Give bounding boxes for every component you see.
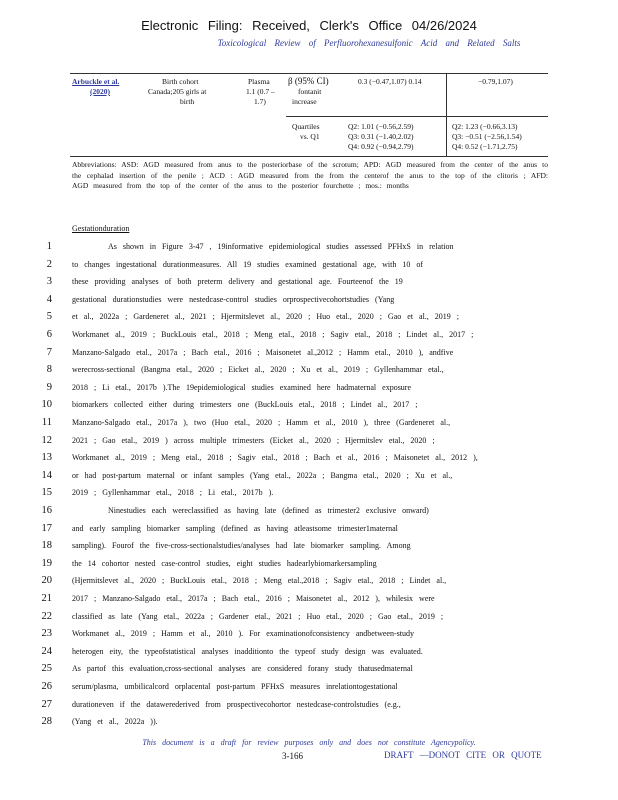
body-line: Manzano-Salgado etal., 2017a ; Bach etal., 2016 ; Maisonetet al.,2012 ; Hamm etal., 2010 ), andfive [72,347,454,357]
quartile-left: Q3: 0.31 (−1.40,2.02) [348,132,414,141]
line-number: 21 [41,593,52,604]
quartile-label: vs. Q1 [300,132,320,141]
line-number: 12 [41,434,52,446]
exposure-line: 1.7) [254,97,266,106]
measure-line: β (95% CI) [288,76,329,86]
body-line: 2021 ; Gao etal., 2019 ) across multiple trimesters (Eicket al., 2020 ; Hjermitslev etal., 2020 ; [72,435,435,445]
line-number: 9 [46,381,52,393]
line-number: 26 [41,681,52,692]
right-continuous-estimate: −0.79,1.07) [478,77,513,86]
body-line: classified as late (Yang etal., 2022a ; Gardener etal., 2021 ; Huo etal., 2020 ; Gao etal., 2019 ; [72,611,444,621]
body-line: As partof this evaluation,cross-sectional analyses are considered forany study thatusedmaternal [72,664,413,674]
line-number: 8 [46,364,52,376]
line-number: 1 [46,241,52,252]
line-number: 17 [41,522,52,534]
line-number: 2 [46,258,52,270]
body-line: heterogen eity, the typeofstatistical analyses inadditionto the typeof study design was evaluated. [72,646,423,656]
body-line: Workmanet al., 2019 ; Hamm et al., 2010 ). For examinationofconsistency andbetween-study [72,629,414,639]
line-number: 13 [41,452,52,464]
filing-stamp: Electronic Filing: Received, Clerk's Office 04/26/2024 [141,18,477,33]
body-line: Ninestudies each wereclassified as having late (defined as trimester2 exclusive onward) [108,506,429,515]
line-number: 15 [41,487,52,499]
line-number: 6 [46,329,52,340]
abbreviations-note: Abbreviations: ASD: AGD measured from anus to the posteriorbase of the scrotum; APD: AGD measured from the center of the anus to the cephalad insertion of the penile ; ACD : AGD measured from the from the centerof the anus to the top of the clitoris ; AFD: AGD measured from the top of the center of the anus to the posterior fourchette ; mos.: months [72,160,548,190]
body-line: durationeven if the datawerederived from prospectivecohortor nestedcase-controlstudies (e.g., [72,699,401,709]
measure-line: fontanit [298,87,322,96]
body-line: biomarkers collected either during trimesters one (BuckLouis etal., 2018 ; Lindet al., 2017 ; [72,400,418,410]
body-line: 2017 ; Manzano-Salgado etal., 2017a ; Bach etal., 2016 ; Maisonetet al., 2012 ), whilesix were [72,594,435,603]
body-line: As shown in Figure 3-47 , 19informative epidemiological studies assessed PFHxS in relation [108,242,454,251]
results-table [70,74,548,156]
exposure-line: 1.1 (0.7 – [246,87,275,96]
body-line: et al., 2022a ; Gardeneret al., 2021 ; Hjermitslevet al., 2020 ; Huo etal., 2020 ; Gao et al., 2019 ; [72,312,460,322]
line-number: 23 [41,628,52,640]
body-line: Workmanet al., 2019 ; BuckLouis etal., 2018 ; Meng etal., 2018 ; Sagiv etal., 2018 ; Lindet al., 2017 ; [72,330,474,339]
design-line: birth [180,97,195,106]
quartile-left: Q4: 0.92 (−0.94,2.79) [348,142,414,151]
design-line: Birth cohort [162,77,199,86]
body-line: gestational durationstudies were nestedcase-control studies orprospectivecohortstudies (Yang [72,294,395,304]
line-number: 19 [41,557,52,569]
body-line: 2019 ; Gyllenhammar etal., 2018 ; Li etal., 2017b ). [72,488,274,498]
draft-notice: DRAFT —DONOT CITE OR QUOTE [384,750,542,760]
body-line: sampling). Fourof the five-cross-sectionalstudies/analyses had late biomarker sampling. Among [72,541,411,551]
body-line: serum/plasma, umbilicalcord orplacental post-partum PFHxS measures inrelationtogestational [72,682,398,691]
study-link[interactable]: Arbuckle et al. [72,77,120,86]
quartile-right: Q4: 0.52 (−1.71,2.75) [452,142,518,151]
body-line: werecross-sectional (Bangma etal., 2020 ; Eicket al., 2020 ; Xu et al., 2019 ; Gyllenhammar etal., [72,365,444,375]
body-line: Manzano-Salgado etal., 2017a ), two (Huo etal., 2020 ; Hamm et al., 2010 ), three (Gardeneret al., [72,418,451,427]
study-year-link[interactable]: (2020) [90,87,110,96]
design-line: Canada;205 girls at [148,87,207,96]
line-number: 25 [41,663,52,675]
line-number: 7 [46,346,52,358]
line-number: 27 [41,698,52,710]
measure-line: increase [292,97,317,106]
body-line: to changes ingestational durationmeasures. All 19 studies examined gestational age, with 10 of [72,259,424,269]
quartile-right: Q2: 1.23 (−0.66,3.13) [452,122,518,131]
body-line: Workmanet al., 2019 ; Meng etal., 2018 ; Sagiv etal., 2018 ; Bach et al., 2016 ; Maisonetet al., 2012 ), [72,453,478,463]
line-number: 5 [46,311,52,323]
body-line: or had post-partum maternal or infant samples (Yang etal., 2022a ; Bangma etal., 2020 ; Xu et al., [72,470,453,480]
line-number: 28 [41,716,52,728]
continuous-estimate: 0.3 (−0.47,1.07) 0.14 [358,77,422,86]
body-line: (Hjermitslevet al., 2020 ; BuckLouis etal., 2018 ; Meng etal.,2018 ; Sagiv etal., 2018 ; Lindet al., [72,576,447,586]
body-line: and early sampling biomarker sampling (defined as having atleastsome trimester1maternal [72,523,398,533]
line-number: 22 [41,610,52,622]
quartile-right: Q3: −0.51 (−2.56,1.54) [452,132,522,141]
line-number: 3 [46,276,52,288]
table-column-divider [446,74,447,156]
draft-disclaimer: This document is a draft for review purposes only and does not constitute Agencypolicy. [142,738,476,747]
body-line: (Yang et al., 2022a )). [72,717,158,727]
quartile-left: Q2: 1.01 (−0.56,2.59) [348,122,414,131]
page-number: 3-166 [282,751,303,761]
body-line: the 14 cohortor nested case-control studies, eight studies hadearlybiomarkersampling [72,558,377,568]
line-number: 18 [41,540,52,552]
body-line: these providing analyses of both preterm delivery and gestational age. Fourteenof the 19 [72,277,403,287]
table-row-rule [286,116,548,117]
exposure-line: Plasma [248,77,270,86]
body-line: 2018 ; Li etal., 2017b ).The 19epidemiological studies examined here hadmaternal exposure [72,382,412,392]
quartile-label: Quartiles [292,122,320,131]
section-title: Gestationduration [72,224,130,233]
line-number: 14 [41,469,52,481]
table-bottom-rule [70,156,548,157]
line-number: 10 [41,399,52,411]
line-number: 20 [41,575,52,587]
line-number: 24 [41,645,52,657]
line-number: 16 [41,505,52,516]
line-number: 4 [46,293,52,305]
line-number: 11 [41,417,52,428]
document-subtitle: Toxicological Review of Perfluorohexanesulfonic Acid and Related Salts [217,38,521,48]
